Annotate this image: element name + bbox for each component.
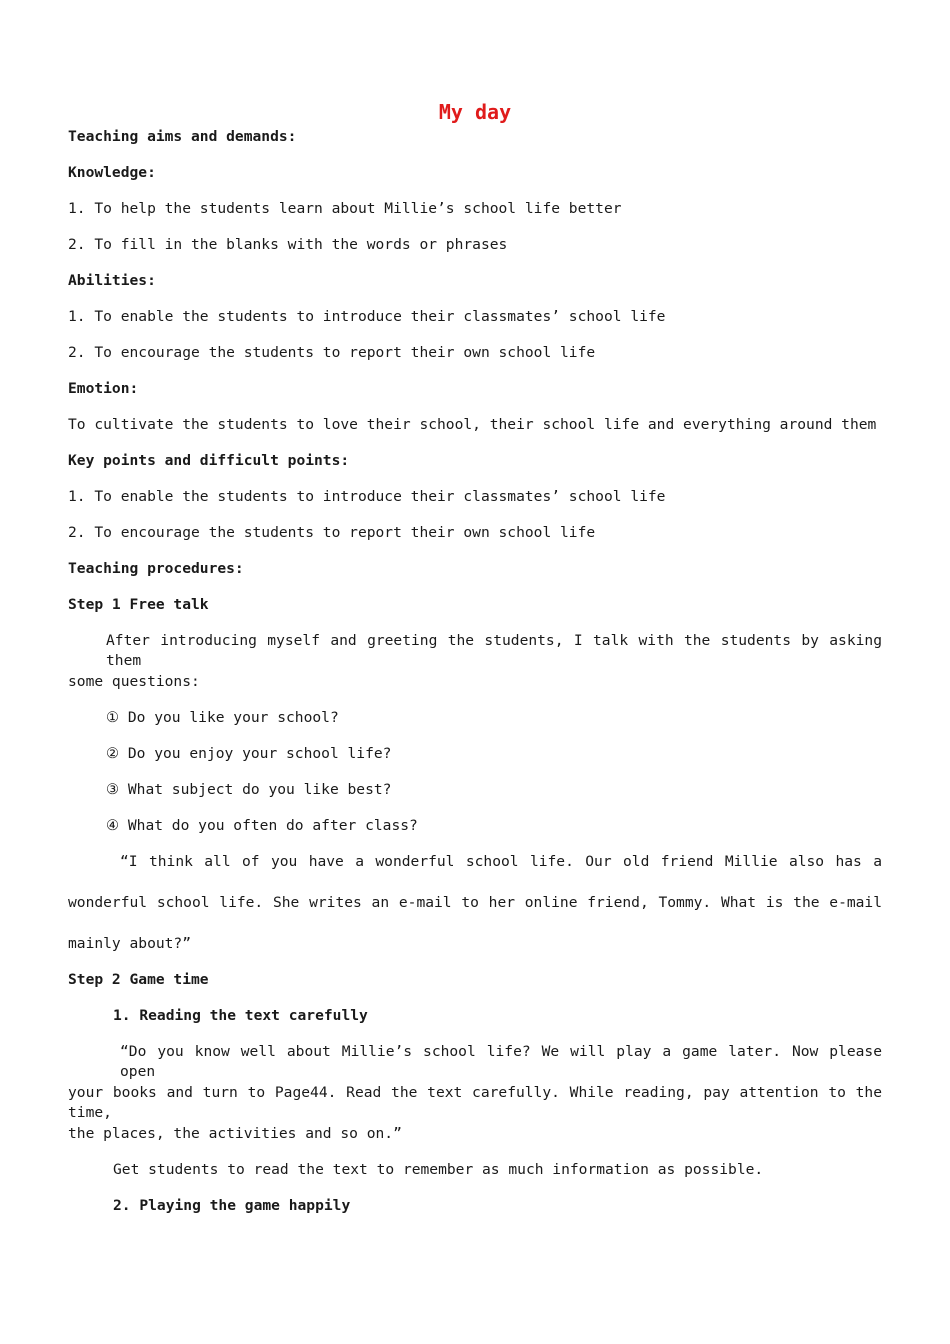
knowledge-item-1: 1. To help the students learn about Millie’s school life better	[68, 200, 622, 217]
heading-abilities: Abilities:	[68, 272, 156, 289]
quote1-line-2: wonderful school life. She writes an e-mail to her online friend, Tommy. What is the e-mail	[68, 894, 882, 911]
step2-subheading-1: 1. Reading the text carefully	[113, 1007, 368, 1024]
abilities-item-1: 1. To enable the students to introduce their classmates’ school life	[68, 308, 666, 325]
quote2-line-1: “Do you know well about Millie’s school life? We will play a game later. Now please open	[120, 1043, 882, 1080]
step1-heading: Step 1 Free talk	[68, 596, 209, 613]
step2-heading: Step 2 Game time	[68, 971, 209, 988]
abilities-item-2: 2. To encourage the students to report their own school life	[68, 344, 596, 361]
heading-teaching-procedures: Teaching procedures:	[68, 560, 244, 577]
question-3: ③ What subject do you like best?	[106, 781, 392, 798]
heading-emotion: Emotion:	[68, 380, 139, 397]
step1-paragraph-line-1: After introducing myself and greeting the students, I talk with the students by asking them	[106, 632, 882, 669]
key-point-item-2: 2. To encourage the students to report their own school life	[68, 524, 596, 541]
heading-knowledge: Knowledge:	[68, 164, 156, 181]
heading-teaching-aims: Teaching aims and demands:	[68, 128, 297, 145]
step2-subheading-2: 2. Playing the game happily	[113, 1197, 351, 1214]
quote2-line-3: the places, the activities and so on.”	[68, 1125, 402, 1142]
heading-key-points: Key points and difficult points:	[68, 452, 350, 469]
quote1-line-1: “I think all of you have a wonderful school life. Our old friend Millie also has a	[120, 853, 882, 870]
quote1-line-3: mainly about?”	[68, 935, 192, 952]
knowledge-item-2: 2. To fill in the blanks with the words or phrases	[68, 236, 508, 253]
emotion-text: To cultivate the students to love their school, their school life and everything around them	[68, 416, 877, 433]
question-4: ④ What do you often do after class?	[106, 817, 418, 834]
question-2: ② Do you enjoy your school life?	[106, 745, 392, 762]
question-1: ① Do you like your school?	[106, 709, 339, 726]
instruction-text: Get students to read the text to remember as much information as possible.	[113, 1161, 764, 1178]
key-point-item-1: 1. To enable the students to introduce their classmates’ school life	[68, 488, 666, 505]
quote2-line-2: your books and turn to Page44. Read the text carefully. While reading, pay attention to the time,	[68, 1084, 882, 1121]
step1-paragraph-line-2: some questions:	[68, 673, 200, 690]
document-title: My day	[438, 100, 512, 124]
